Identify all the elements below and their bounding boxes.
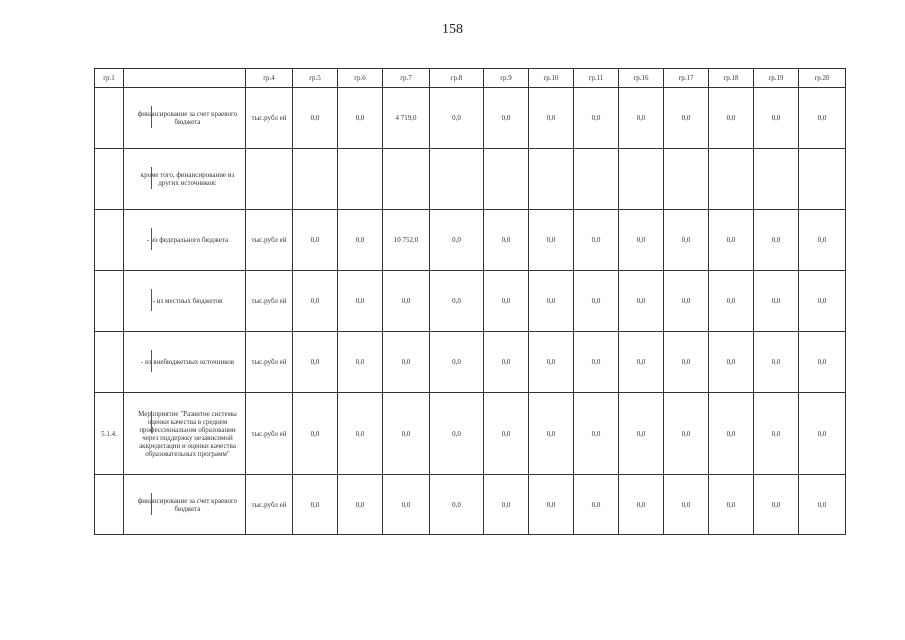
value-cell: 0,0 — [484, 393, 529, 475]
row-name-cell — [124, 88, 246, 149]
column-header: гр.16 — [619, 69, 664, 88]
indent-mark — [151, 228, 152, 250]
value-cell: 0,0 — [619, 393, 664, 475]
value-cell: 0,0 — [754, 393, 799, 475]
value-cell: 0,0 — [799, 332, 846, 393]
value-cell: 0,0 — [664, 475, 709, 535]
value-cell: 0,0 — [619, 88, 664, 149]
row-name-cell — [124, 271, 246, 332]
value-cell — [574, 149, 619, 210]
column-header — [124, 69, 246, 88]
row-unit — [246, 149, 293, 210]
row-code — [95, 210, 124, 271]
column-header: гр.11 — [574, 69, 619, 88]
value-cell: 0,0 — [430, 475, 484, 535]
row-name: - из внебюджетных источников — [140, 358, 235, 366]
value-cell: 0,0 — [338, 332, 383, 393]
value-cell: 0,0 — [799, 88, 846, 149]
value-cell — [484, 149, 529, 210]
value-cell: 0,0 — [338, 393, 383, 475]
page-number: 158 — [442, 22, 463, 37]
value-cell: 0,0 — [430, 332, 484, 393]
row-name-cell — [124, 210, 246, 271]
table-row — [95, 271, 846, 332]
value-cell: 0,0 — [574, 332, 619, 393]
table-row — [95, 332, 846, 393]
column-header: гр.8 — [430, 69, 484, 88]
value-cell: 0,0 — [529, 88, 574, 149]
value-cell: 0,0 — [664, 332, 709, 393]
value-cell: 0,0 — [293, 210, 338, 271]
value-cell: 0,0 — [709, 271, 754, 332]
indent-mark — [151, 106, 152, 128]
value-cell: 0,0 — [484, 210, 529, 271]
value-cell: 0,0 — [430, 88, 484, 149]
row-unit: тыс.рубл ей — [246, 475, 293, 535]
value-cell: 0,0 — [619, 475, 664, 535]
row-name: кроме того, финансирование из других источников: — [140, 171, 235, 187]
value-cell: 0,0 — [338, 271, 383, 332]
value-cell: 0,0 — [664, 88, 709, 149]
indent-mark — [151, 350, 152, 372]
row-code — [95, 88, 124, 149]
value-cell — [754, 149, 799, 210]
value-cell: 0,0 — [484, 332, 529, 393]
column-header: гр.7 — [383, 69, 430, 88]
row-unit: тыс.рубл ей — [246, 88, 293, 149]
row-name-cell — [124, 393, 246, 475]
table-row — [95, 475, 846, 535]
value-cell: 0,0 — [574, 393, 619, 475]
value-cell: 0,0 — [754, 475, 799, 535]
value-cell: 0,0 — [709, 210, 754, 271]
indent-mark — [151, 167, 152, 189]
row-name: финансирование за счет краевого бюджета — [137, 496, 238, 513]
value-cell: 0,0 — [799, 475, 846, 535]
value-cell: 0,0 — [574, 475, 619, 535]
row-code: 5.1.4. — [95, 393, 124, 475]
row-code — [95, 149, 124, 210]
value-cell — [430, 149, 484, 210]
value-cell — [799, 149, 846, 210]
row-code — [95, 475, 124, 535]
value-cell: 0,0 — [484, 271, 529, 332]
row-name: - из местных бюджетов — [152, 297, 223, 305]
value-cell: 0,0 — [664, 210, 709, 271]
table-row — [95, 210, 846, 271]
value-cell: 0,0 — [293, 332, 338, 393]
row-name-cell — [124, 149, 246, 210]
value-cell: 0,0 — [709, 88, 754, 149]
indent-mark — [151, 289, 152, 311]
value-cell: 0,0 — [574, 210, 619, 271]
value-cell — [709, 149, 754, 210]
value-cell: 0,0 — [383, 271, 430, 332]
value-cell: 0,0 — [619, 332, 664, 393]
row-code — [95, 271, 124, 332]
value-cell — [664, 149, 709, 210]
value-cell: 4 719,0 — [383, 88, 430, 149]
row-unit: тыс.рубл ей — [246, 332, 293, 393]
value-cell: 0,0 — [574, 271, 619, 332]
row-name-cell — [124, 332, 246, 393]
value-cell: 0,0 — [484, 475, 529, 535]
column-header: гр.9 — [484, 69, 529, 88]
value-cell: 0,0 — [529, 393, 574, 475]
value-cell: 0,0 — [799, 210, 846, 271]
value-cell: 0,0 — [754, 88, 799, 149]
indent-mark — [151, 411, 152, 433]
value-cell: 0,0 — [664, 271, 709, 332]
row-code — [95, 332, 124, 393]
value-cell: 0,0 — [338, 210, 383, 271]
value-cell: 0,0 — [338, 475, 383, 535]
value-cell: 0,0 — [709, 332, 754, 393]
value-cell — [338, 149, 383, 210]
value-cell: 0,0 — [529, 475, 574, 535]
row-unit: тыс.рубл ей — [246, 210, 293, 271]
value-cell: 0,0 — [619, 271, 664, 332]
column-header: гр.6 — [338, 69, 383, 88]
value-cell: 0,0 — [293, 271, 338, 332]
value-cell: 0,0 — [383, 475, 430, 535]
table-row — [95, 149, 846, 210]
value-cell: 10 752,0 — [383, 210, 430, 271]
value-cell: 0,0 — [529, 271, 574, 332]
value-cell: 0,0 — [430, 393, 484, 475]
row-name: Мероприятие "Развитие системы оценки качества в среднем профессиональном образовании через поддержку независимой аккредитации и оценки качества образовательных программ" — [138, 409, 237, 458]
column-header: гр.5 — [293, 69, 338, 88]
value-cell — [293, 149, 338, 210]
column-header: гр.1 — [95, 69, 124, 88]
row-name: - из федерального бюджета — [146, 236, 229, 244]
row-name: финансирование за счет краевого бюджета — [137, 110, 238, 126]
value-cell — [383, 149, 430, 210]
value-cell: 0,0 — [709, 393, 754, 475]
value-cell: 0,0 — [430, 210, 484, 271]
row-unit: тыс.рубл ей — [246, 271, 293, 332]
value-cell: 0,0 — [293, 475, 338, 535]
value-cell: 0,0 — [529, 210, 574, 271]
value-cell — [619, 149, 664, 210]
column-header: гр.10 — [529, 69, 574, 88]
value-cell: 0,0 — [754, 332, 799, 393]
column-header: гр.4 — [246, 69, 293, 88]
column-header: гр.19 — [754, 69, 799, 88]
value-cell: 0,0 — [754, 210, 799, 271]
value-cell: 0,0 — [484, 88, 529, 149]
value-cell: 0,0 — [430, 271, 484, 332]
budget-table — [94, 68, 846, 535]
header-row — [95, 69, 846, 88]
value-cell: 0,0 — [799, 271, 846, 332]
table-row — [95, 88, 846, 149]
value-cell — [529, 149, 574, 210]
value-cell: 0,0 — [293, 393, 338, 475]
indent-mark — [151, 493, 152, 515]
value-cell: 0,0 — [529, 332, 574, 393]
value-cell: 0,0 — [799, 393, 846, 475]
value-cell: 0,0 — [664, 393, 709, 475]
table-row — [95, 393, 846, 475]
row-unit: тыс.рубл ей — [246, 393, 293, 475]
value-cell: 0,0 — [619, 210, 664, 271]
value-cell: 0,0 — [574, 88, 619, 149]
value-cell: 0,0 — [338, 88, 383, 149]
column-header: гр.20 — [799, 69, 846, 88]
row-name-cell — [124, 475, 246, 535]
value-cell: 0,0 — [383, 393, 430, 475]
value-cell: 0,0 — [293, 88, 338, 149]
value-cell: 0,0 — [709, 475, 754, 535]
value-cell: 0,0 — [383, 332, 430, 393]
value-cell: 0,0 — [754, 271, 799, 332]
column-header: гр.18 — [709, 69, 754, 88]
column-header: гр.17 — [664, 69, 709, 88]
